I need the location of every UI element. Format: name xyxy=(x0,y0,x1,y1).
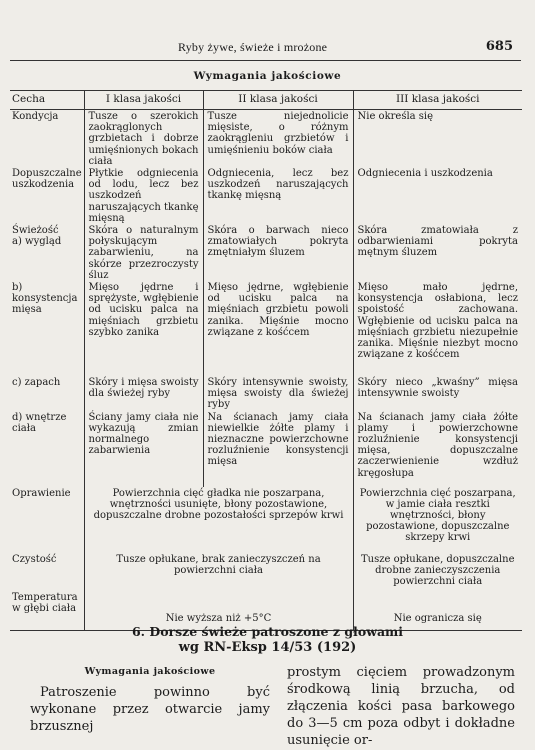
table-cell: Tusze niejednolicie mięsiste, o różnym zaokrągleniu grzbietów i umięśnieniu boków ciała xyxy=(203,110,353,168)
header-rule xyxy=(10,60,521,61)
table-cell: Tusze opłukane, dopuszczalne drobne zanieczyszczenia powierzchni ciała xyxy=(353,553,522,591)
table-cell: Odgniecenia, lecz bez uszkodzeń naruszających tkankę mięsną xyxy=(203,167,353,224)
table-header-row xyxy=(10,91,522,110)
table-row xyxy=(10,167,522,224)
table-cell: Skóry i mięsa swoisty dla świeżej ryby xyxy=(84,376,203,411)
left-column-text: Patroszenie powinno być wykonane przez otwarcie jamy brzusznej xyxy=(30,685,270,734)
section-subtitle: wg RN-Eksp 14/53 (192) xyxy=(178,640,357,655)
table-cell: Powierzchnia cięć poszarpana, w jamie ciała resztki wnętrzności, błony pozostawione, dopuszczalne skrzepy krwi xyxy=(353,487,522,553)
column-header-feature: Cecha xyxy=(10,91,84,110)
section-title: 6. Dorsze świeże patroszone z głowami xyxy=(131,624,404,639)
running-head xyxy=(0,40,535,56)
table-cell: Odgniecenia i uszkodzenia xyxy=(353,167,522,224)
table-row xyxy=(10,411,522,487)
left-column xyxy=(30,666,270,735)
table-cell: Tusze o szerokich zaokrąglonych grzbietach i dobrze umięśnionych bokach ciała xyxy=(84,110,203,168)
column-header-class-1: I klasa jakości xyxy=(84,91,203,110)
row-label: d) wnętrze ciała xyxy=(12,411,67,434)
row-label: Świeżość a) wygląd xyxy=(12,225,62,248)
row-label: Temperatura w głębi ciała xyxy=(10,591,84,631)
table-cell: Skóry nieco „kwaśny” mięsa intensywnie swoisty xyxy=(353,376,522,411)
column-header-class-3: III klasa jakości xyxy=(353,91,522,110)
quality-requirements-table xyxy=(10,90,522,631)
row-label: b) konsystencja mięsa xyxy=(12,282,78,316)
table-cell-span: Powierzchnia cięć gładka nie poszarpana, wnętrzności usunięte, błony pozostawione, dopuszczalne drobne pozostałości sprzepów krwi xyxy=(84,487,353,553)
table-cell: Skóra o barwach nieco zmatowiałych pokryta zmętniałym śluzem xyxy=(203,224,353,281)
table-cell: Nie określa się xyxy=(353,110,522,168)
page-number: 685 xyxy=(485,39,513,54)
table-row xyxy=(10,224,522,281)
row-label: Czystość xyxy=(12,553,57,565)
row-label: c) zapach xyxy=(12,377,61,389)
row-label: Kondycja xyxy=(12,111,59,122)
row-label: Dopuszczalne uszkodzenia xyxy=(12,168,82,191)
table-cell: Nie ogranicza się xyxy=(353,591,522,631)
table-cell: Na ścianach jamy ciała niewielkie żółte plamy i nieznaczne powierzchowne rozluźnienie konsystencji mięsa xyxy=(203,411,353,487)
table-row xyxy=(10,553,522,591)
table-cell: Mięso jędrne, wgłębienie od ucisku palca na mięśniach grzbietu powoli zanika. Mięśnie mocno związane z kośćcem xyxy=(203,281,353,376)
table-cell: Ściany jamy ciała nie wykazują zmian normalnego zabarwienia xyxy=(84,411,203,487)
right-column-text: prostym cięciem prowadzonym środkową linią brzucha, od złączenia kości pasa barkowego do 3—5 cm poza odbyt i dokładne usunięcie or- xyxy=(287,665,515,748)
row-label: Oprawienie xyxy=(12,487,71,499)
table-cell: Mięso jędrne i sprężyste, wgłębienie od ucisku palca na mięśniach grzbietu szybko zanika xyxy=(84,281,203,376)
table-cell: Skóra zmatowiała z odbarwieniami pokryta mętnym śluzem xyxy=(353,224,522,281)
table-row xyxy=(10,110,522,168)
table-heading: Wymagania jakościowe xyxy=(193,70,342,82)
table-cell: Mięso mało jędrne, konsystencja osłabiona, lecz spoistość zachowana. Wgłębienie od ucisku palca na mięśniach grzbietu niezupełnie zanika. Mięśnie niezbyt mocno związane z kośćcem xyxy=(353,281,522,376)
table-cell: Płytkie odgniecenia od lodu, lecz bez uszkodzeń naruszających tkankę mięsną xyxy=(84,167,203,224)
table-cell: Na ścianach jamy ciała żółte plamy i powierzchowne rozluźnienie konsystencji mięsa, dopuszczalne zaczerwienienie wzdłuż kręgosłupa xyxy=(353,411,522,487)
table-row xyxy=(10,281,522,376)
table-cell-span: Tusze opłukane, brak zanieczyszczeń na powierzchni ciała xyxy=(84,553,353,591)
table-cell: Skóra o naturalnym połyskującym zabarwieniu, na skórze przezroczysty śluz xyxy=(84,224,203,281)
table-cell: Skóry intensywnie swoisty, mięsa swoisty dla świeżej ryby xyxy=(203,376,353,411)
table-row xyxy=(10,487,522,553)
running-title: Ryby żywe, świeże i mrożone xyxy=(178,40,328,54)
table-row xyxy=(10,376,522,411)
table-cell-span: Nie wyższa niż +5°C xyxy=(84,591,353,631)
column-header-class-2: II klasa jakości xyxy=(203,91,353,110)
sub-heading: Wymagania jakościowe xyxy=(84,666,216,677)
